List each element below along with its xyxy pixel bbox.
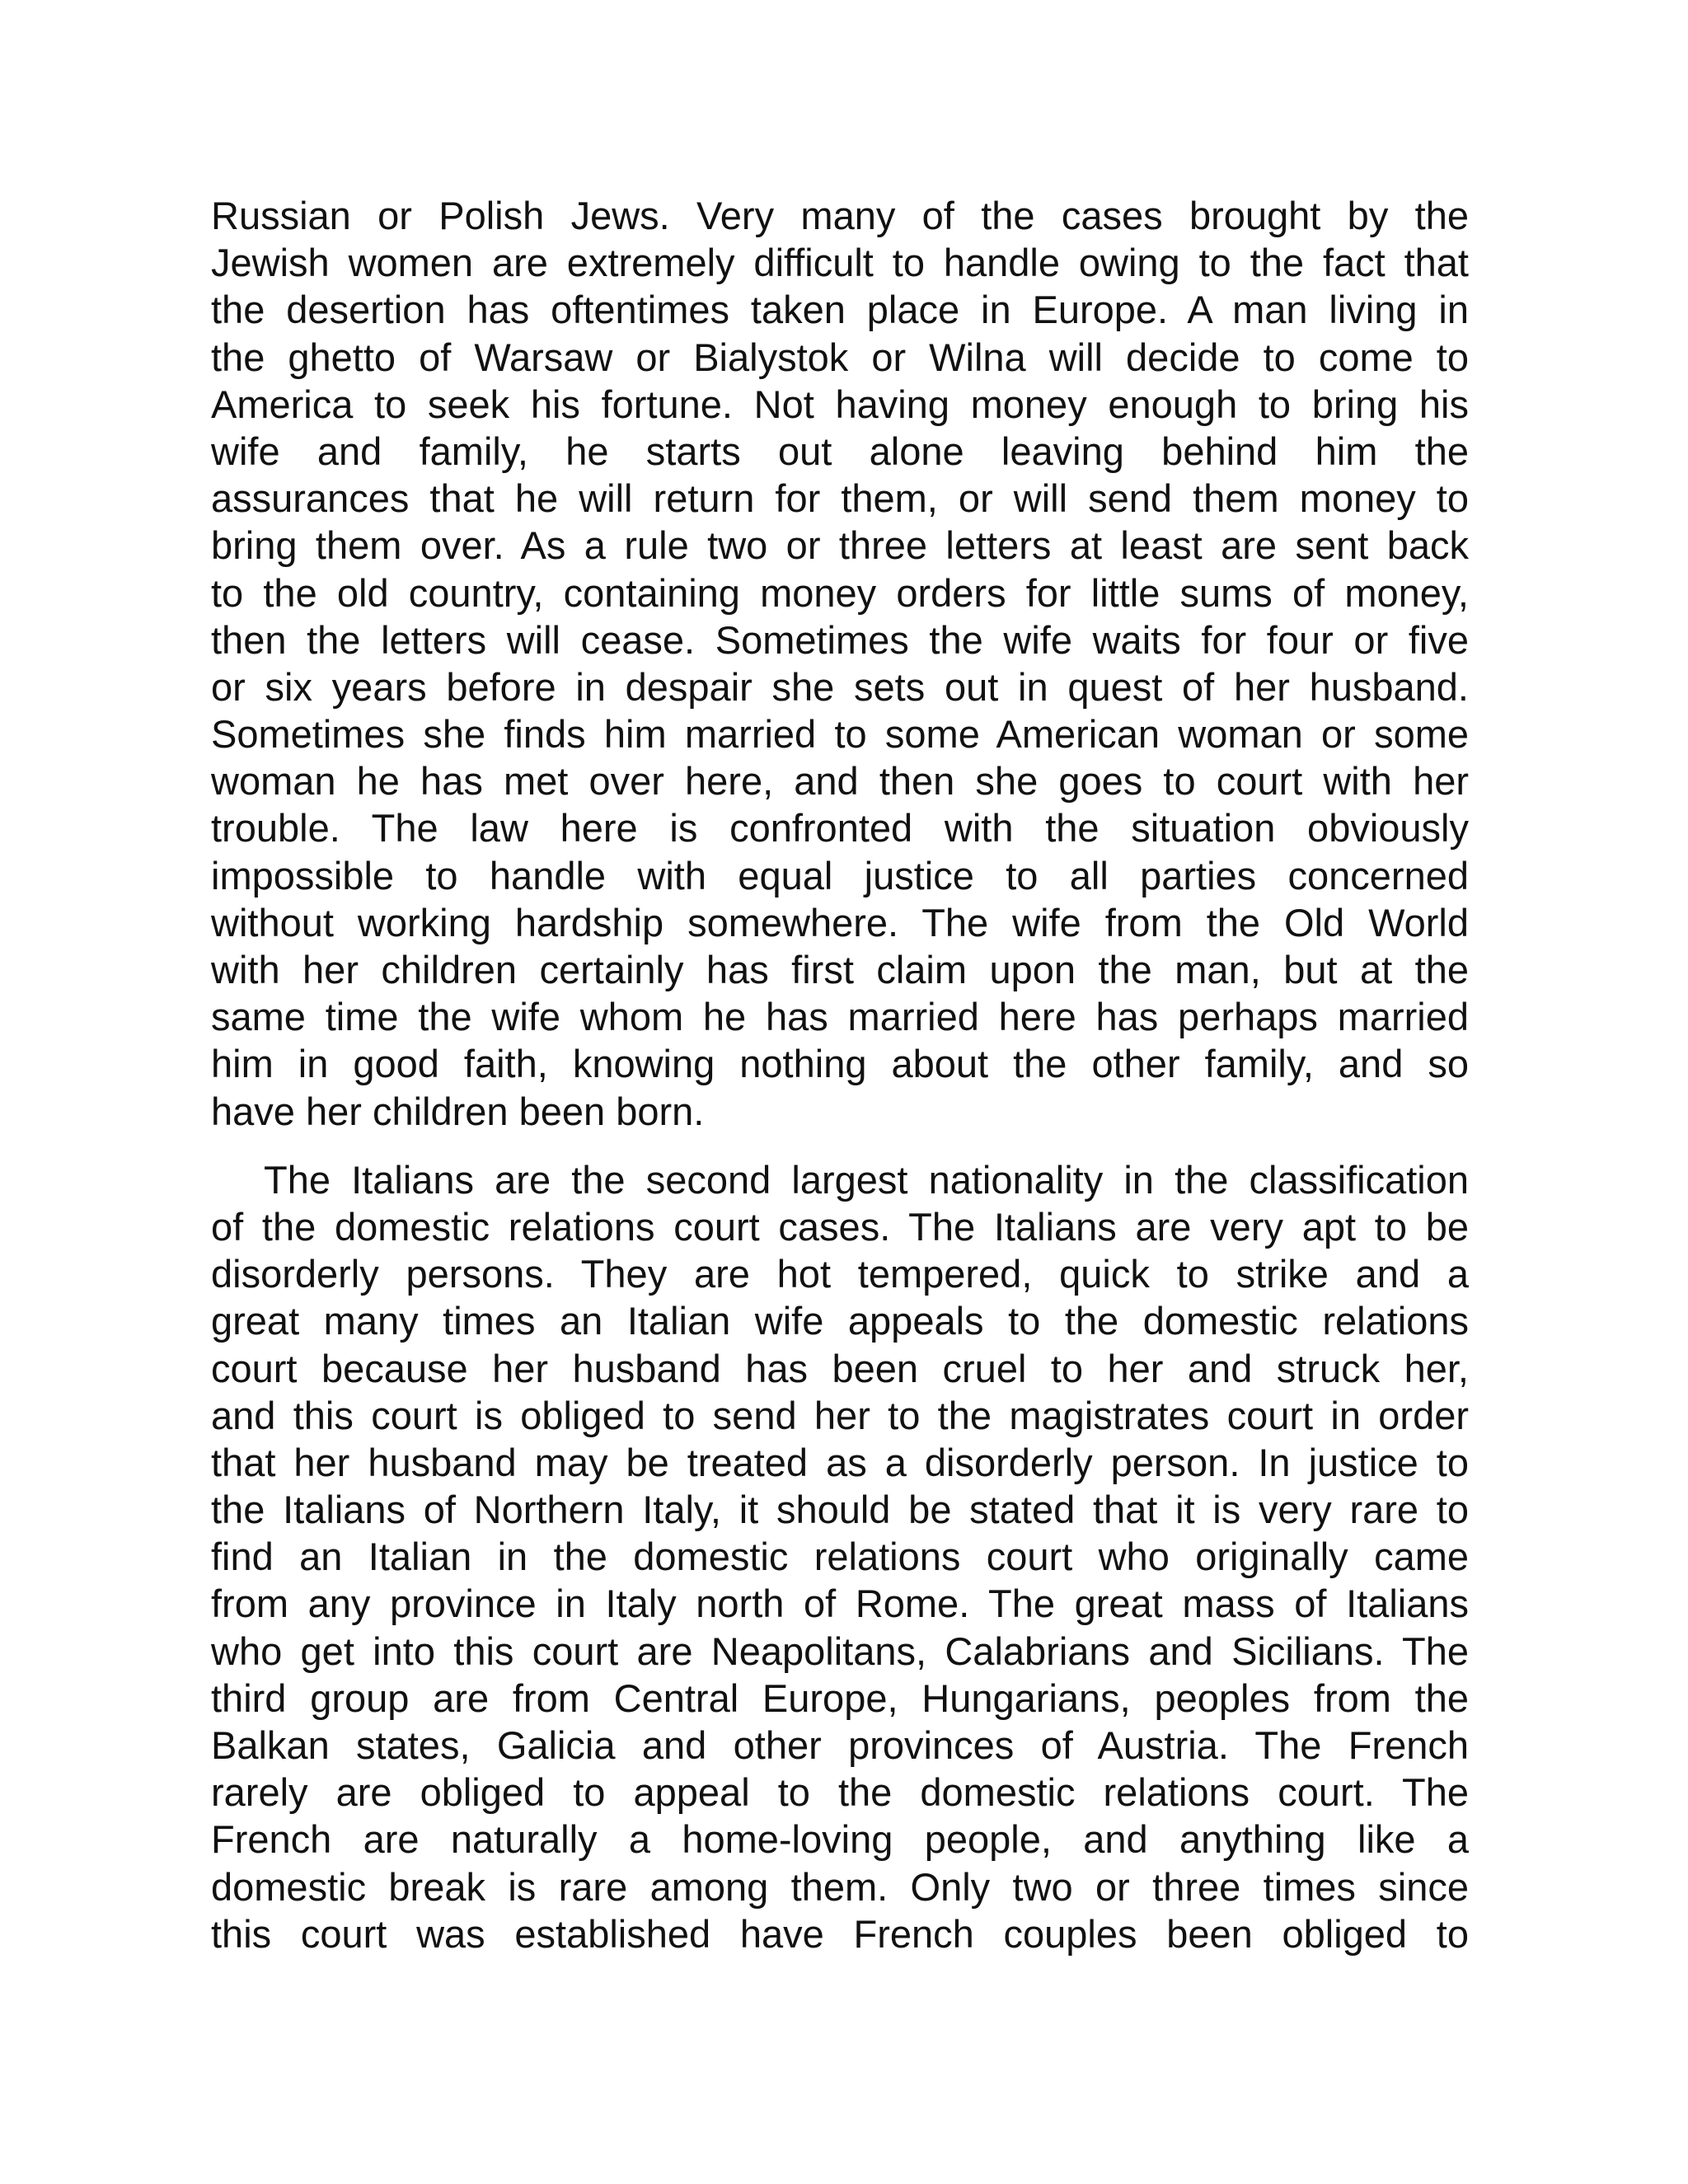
text-line: America to seek his fortune. Not having money enough to bring his	[211, 382, 1469, 426]
text-line: The Italians are the second largest nationality in the classification	[264, 1157, 1469, 1202]
text-line: bring them over. As a rule two or three letters at least are sent back	[211, 523, 1469, 568]
paragraph-2	[211, 1156, 1469, 1957]
text-line: Balkan states, Galicia and other provinces of Austria. The French	[211, 1723, 1469, 1767]
text-line: then the letters will cease. Sometimes the wife waits for four or five	[211, 617, 1469, 662]
text-line: who get into this court are Neapolitans, Calabrians and Sicilians. The	[211, 1629, 1469, 1673]
text-line: this court was established have French couples been obliged to	[211, 1911, 1469, 1956]
text-line: or six years before in despair she sets out in quest of her husband.	[211, 664, 1469, 709]
text-line: with her children certainly has first claim upon the man, but at the	[211, 948, 1469, 991]
text-line: disorderly persons. They are hot tempered, quick to strike and a	[211, 1252, 1469, 1296]
text-line: of the domestic relations court cases. The Italians are very apt to be	[211, 1204, 1469, 1249]
text-line: trouble. The law here is confronted with the situation obviously	[211, 806, 1469, 851]
text-line: find an Italian in the domestic relations court who originally came	[211, 1535, 1469, 1579]
document-page	[211, 192, 1469, 1957]
text-line: the desertion has oftentimes taken place in Europe. A man living in	[211, 288, 1469, 332]
text-line: him in good faith, knowing nothing about the other family, and so	[211, 1042, 1469, 1086]
text-line: and this court is obliged to send her to the magistrates court in order	[211, 1393, 1469, 1437]
text-line: woman he has met over here, and then she goes to court with her	[211, 759, 1469, 804]
text-line: court because her husband has been cruel to her and struck her,	[211, 1346, 1469, 1390]
text-line: wife and family, he starts out alone leaving behind him the	[211, 429, 1469, 473]
text-line: impossible to handle with equal justice to all parties concerned	[211, 853, 1469, 898]
text-line: rarely are obliged to appeal to the domestic relations court. The	[211, 1770, 1469, 1815]
text-line: domestic break is rare among them. Only two or three times since	[211, 1864, 1469, 1909]
text-line: have her children been born.	[211, 1089, 705, 1133]
text-line: that her husband may be treated as a disorderly person. In justice to	[211, 1440, 1469, 1484]
text-line: same time the wife whom he has married here has perhaps married	[211, 995, 1469, 1039]
text-line: Russian or Polish Jews. Very many of the cases brought by the	[211, 194, 1469, 237]
text-line: to the old country, containing money orders for little sums of money,	[211, 570, 1469, 615]
text-line: the ghetto of Warsaw or Bialystok or Wilna will decide to come to	[211, 335, 1469, 379]
text-line: assurances that he will return for them, or will send them money to	[211, 476, 1469, 521]
text-line: Jewish women are extremely difficult to handle owing to the fact that	[211, 241, 1469, 285]
text-line: from any province in Italy north of Rome. The great mass of Italians	[211, 1582, 1469, 1626]
paragraph-1	[211, 192, 1469, 1135]
text-line: Sometimes she finds him married to some American woman or some	[211, 712, 1469, 757]
text-line: without working hardship somewhere. The wife from the Old World	[211, 900, 1469, 944]
text-line: French are naturally a home-loving people, and anything like a	[211, 1817, 1469, 1862]
text-line: third group are from Central Europe, Hungarians, peoples from the	[211, 1675, 1469, 1720]
text-line: the Italians of Northern Italy, it should be stated that it is very rare to	[211, 1488, 1469, 1532]
text-line: great many times an Italian wife appeals to the domestic relations	[211, 1299, 1469, 1343]
